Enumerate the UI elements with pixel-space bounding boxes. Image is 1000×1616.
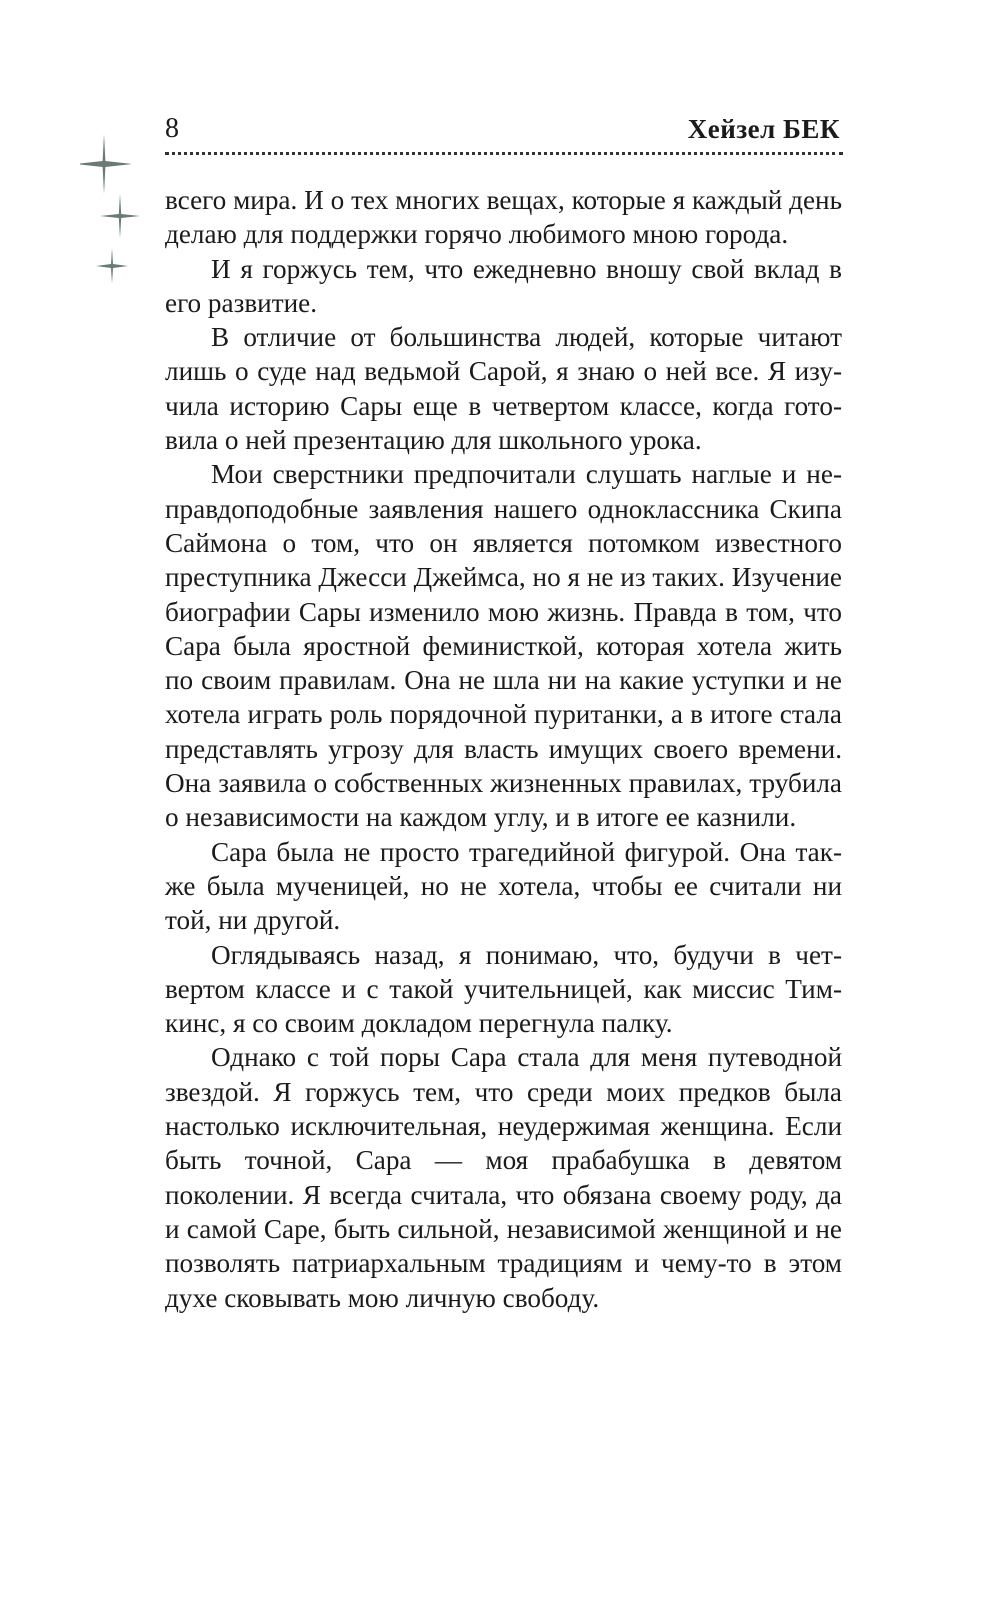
star-medium-icon <box>100 194 140 238</box>
body-text <box>165 183 842 1315</box>
paragraph: Сара была не просто трагедийной фигурой. Она также была мученицей, но не хотела, чтобы ее считали ни той, ни другой. <box>165 836 842 936</box>
paragraph: В отличие от большинства людей, которые читают лишь о суде над ведьмой Сарой, я знаю о ней все. Я изучила историю Сары еще в четвертом классе, когда готовила о ней презентацию для школьного урока. <box>165 322 842 456</box>
running-head: Хейзел БЕК <box>687 114 840 144</box>
paragraph: Мои сверстники предпочитали слушать наглые и неправдоподобные заявления нашего одноклассника Скипа Саймона о том, что он является потомком известного преступника Джесси Джеймса, но я не из таких. Изучение биографии Сары изменило мою жизнь. Правда в том, что Сара была яростной феминисткой, которая хотела жить по своим правилам. Она не шла ни на какие уступки и не хотела играть роль порядочной пуританки, а в итоге стала представлять угрозу для власть имущих своего времени. Она заявила о собственных жизненных правилах, трубила о независимости на каждом углу, и в итоге ее казнили. <box>165 459 842 833</box>
paragraph: всего мира. И о тех многих вещах, которые я каждый день делаю для поддержки горячо любимого мною города. <box>165 185 842 250</box>
paragraph: Однако с той поры Сара стала для меня путеводной звездой. Я горжусь тем, что среди моих предков была настолько исключительная, неудержимая женщина. Если быть точной, Сара — моя прабабушка в девятом поколении. Я всегда считала, что обязана своему роду, да и самой Саре, быть сильной, независимой женщиной и не позволять патриархальным традициям и чему-то в этом духе сковывать мою личную свободу. <box>165 1042 842 1313</box>
paragraph: Оглядываясь назад, я понимаю, что, будучи в четвертом классе и с такой учительницей, как миссис Тимкинс, я со своим докладом перегнула палку. <box>165 939 842 1039</box>
header-rule <box>165 152 843 155</box>
page-number: 8 <box>165 113 179 144</box>
star-large-icon <box>80 134 132 194</box>
paragraph: И я горжусь тем, что ежедневно вношу свой вклад в его развитие. <box>165 253 842 318</box>
sparkle-stars-icon <box>80 130 160 290</box>
star-small-icon <box>96 248 128 284</box>
